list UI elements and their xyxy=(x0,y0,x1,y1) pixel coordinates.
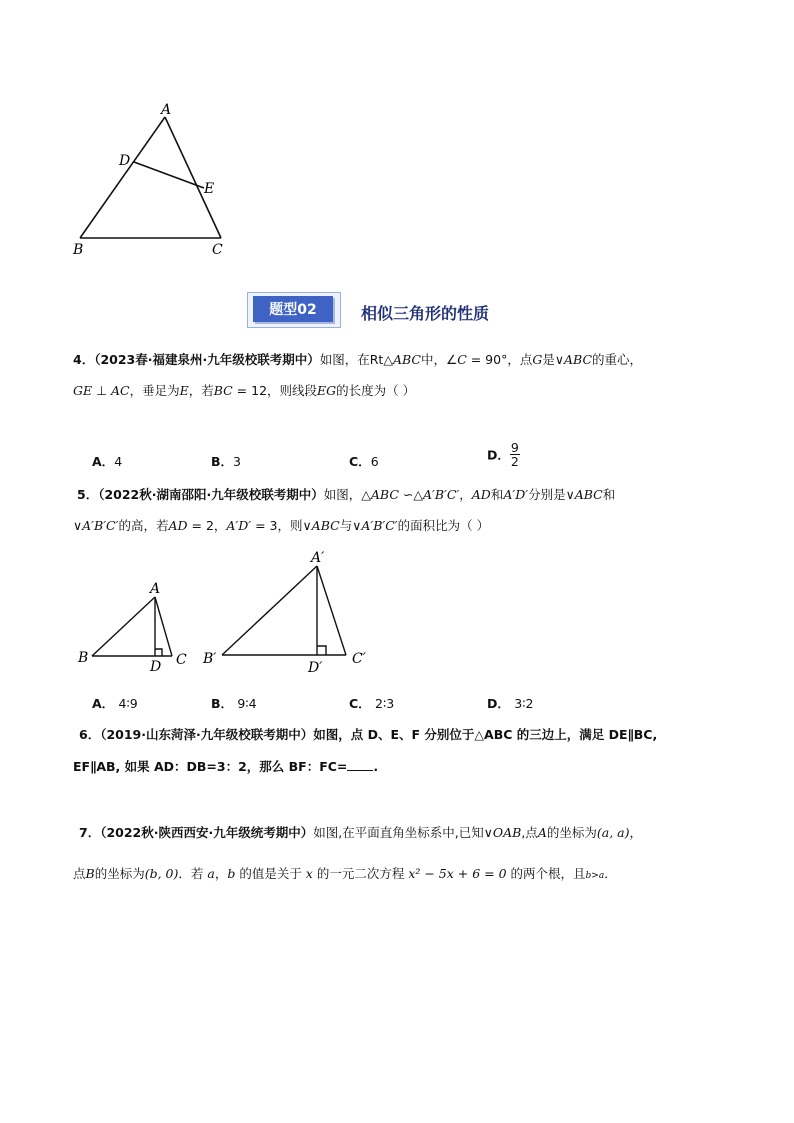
section-badge-label: 题型02 xyxy=(253,296,333,322)
q4-option-b[interactable]: B．3 xyxy=(211,454,241,469)
figure-triangle-abc-prime xyxy=(200,548,375,676)
q5-option-b[interactable]: B． 9∶4 xyxy=(211,696,257,711)
label-d: D xyxy=(119,153,131,169)
figure-triangle-dec xyxy=(70,100,240,260)
label-a: A xyxy=(150,581,161,597)
answer-blank[interactable] xyxy=(347,758,373,771)
q4-source: （2023春·福建泉州·九年级校联考期中） xyxy=(94,352,320,367)
figure-triangle-abc-small xyxy=(75,578,195,673)
label-b-prime: B′ xyxy=(203,651,217,667)
q4-line1: 4．（2023春·福建泉州·九年级校联考期中）如图，在Rt△ABC中，∠C = 90°，点G是∨ABC的重心， xyxy=(73,352,643,367)
q6-line1: 6．（2019·山东菏泽·九年级校联考期中）如图，点 D、E、F 分别位于△ABC 的三边上，满足 DE∥BC, xyxy=(79,727,658,742)
label-a: A xyxy=(161,102,172,118)
section-badge xyxy=(247,292,341,328)
fraction-9-2: $\frac{9}{2}$ xyxy=(510,440,519,469)
q6-number: 6． xyxy=(79,727,101,742)
q4-number: 4． xyxy=(73,352,95,367)
label-c: C xyxy=(212,242,223,258)
label-a-prime: A′ xyxy=(311,550,325,566)
q4-option-a[interactable]: A．4 xyxy=(92,454,123,469)
label-b: B xyxy=(78,650,89,666)
label-d-prime: D′ xyxy=(308,660,323,676)
section-title: 相似三角形的性质 xyxy=(361,304,490,323)
label-e: E xyxy=(204,181,215,197)
q5-number: 5． xyxy=(77,487,99,502)
q5-option-a[interactable]: A． 4∶9 xyxy=(92,696,138,711)
q6-source: （2019·山东菏泽·九年级校联考期中） xyxy=(100,727,314,742)
q5-line1: 5．（2022秋·湖南邵阳·九年级校联考期中）如图，△ABC ∽△A′B′C′，AD和A′D′分别是∨ABC和 xyxy=(77,487,616,502)
q7-line1: 7．（2022秋·陕西西安·九年级统考期中）如图,在平面直角坐标系中,已知∨OAB,点A的坐标为(a, a)， xyxy=(79,825,642,840)
q4-line2: GE ⊥ AC，垂足为E，若BC = 12，则线段EG的长度为（ ） xyxy=(73,383,416,398)
label-b: B xyxy=(73,242,84,258)
q4-option-d[interactable]: D． $\frac{9}{2}$ xyxy=(487,440,519,469)
q5-option-d[interactable]: D． 3∶2 xyxy=(487,696,534,711)
q7-line2: 点B的坐标为(b, 0)．若 a，b 的值是关于 x 的一元二次方程 x² − 5x + 6 = 0 的两个根，且b>a． xyxy=(73,866,617,881)
label-c-prime: C′ xyxy=(352,651,366,667)
q6-line2: EF∥AB, 如果 AD：DB=3：2，那么 BF：FC= . xyxy=(73,759,379,774)
q5-source: （2022秋·湖南邵阳·九年级校联考期中） xyxy=(98,487,324,502)
q5-option-c[interactable]: C． 2∶3 xyxy=(349,696,395,711)
label-d: D xyxy=(150,659,162,673)
q5-line2: ∨A′B′C′的高，若AD = 2，A′D′ = 3，则∨ABC与∨A′B′C′的面积比为（ ） xyxy=(73,518,490,533)
label-c: C xyxy=(176,652,187,668)
q7-source: （2022秋·陕西西安·九年级统考期中） xyxy=(100,825,314,840)
q7-number: 7． xyxy=(79,825,101,840)
q4-option-c[interactable]: C．6 xyxy=(349,454,379,469)
